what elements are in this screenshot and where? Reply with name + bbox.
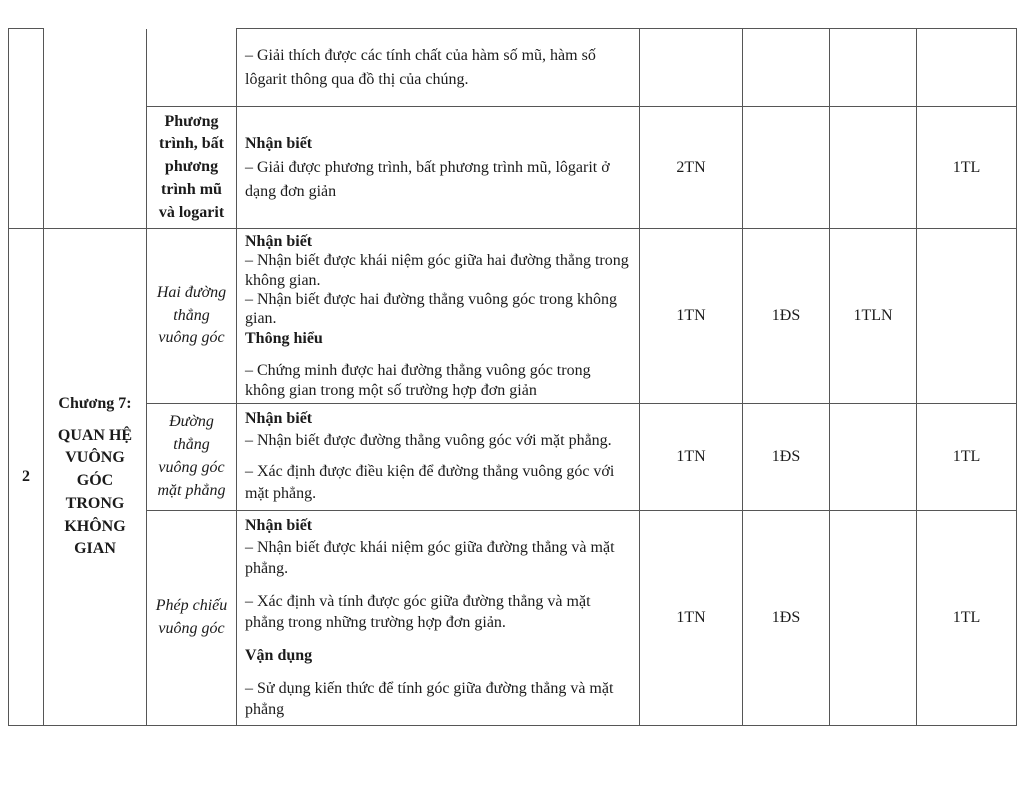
cell-objectives [237,229,640,404]
cell-topic-empty [147,29,237,107]
objective-item: – Nhận biết được khái niệm góc giữa đường thẳng và mặt phẳng. [245,538,615,578]
objective-level-label: Vận dụng [245,646,313,664]
cell-index: 2 [9,229,44,726]
cell-objectives [237,510,640,725]
objective-level-label: Nhận biết [245,517,313,534]
table-row-duong-thang-mat-phang [9,403,1017,510]
cell-chapter [44,229,147,726]
objective-level-label: Nhận biết [245,410,313,428]
objective-item: – Nhận biết được đường thẳng vuông góc với mặt phẳng. [245,432,612,450]
cell-count-tl: 1TL [917,403,1017,510]
objective-level-label: Thông hiểu [245,329,323,347]
cell-count-tln: 1TLN [830,229,917,404]
cell-count-tln-empty [830,107,917,229]
objective-item: – Sử dụng kiến thức để tính góc giữa đường thẳng và mặt phẳng [245,679,614,719]
cell-topic: Phương trình, bất phương trình mũ và logarit [147,107,237,229]
cell-count-ds-empty [743,107,830,229]
objective-item: – Nhận biết được hai đường thẳng vuông góc trong không gian. [245,291,617,328]
table-row-phuong-trinh [9,107,1017,229]
objective-item: – Xác định được điều kiện để đường thẳng vuông góc với mặt phẳng. [245,462,615,503]
cell-count-tln-empty [830,403,917,510]
cell-objectives [237,29,640,107]
cell-count-ds-empty [743,29,830,107]
table-row-hai-duong-thang [9,229,1017,404]
cell-count-tln-empty [830,29,917,107]
cell-count-tl-empty [917,229,1017,404]
cell-chapter-empty [44,29,147,229]
objective-level-label: Nhận biết [245,134,313,152]
objective-item: – Xác định và tính được góc giữa đường thẳng và mặt phẳng trong những trường hợp đơn giản. [245,592,591,632]
cell-topic: Đường thẳng vuông góc mặt phẳng [147,403,237,510]
cell-count-tl: 1TL [917,107,1017,229]
cell-count-tn: 1TN [640,403,743,510]
cell-objectives [237,107,640,229]
cell-count-tn: 2TN [640,107,743,229]
table-row-carryover [9,29,1017,107]
cell-count-ds: 1ĐS [743,229,830,404]
chapter-label: Chương 7: [58,394,132,412]
cell-topic: Hai đường thẳng vuông góc [147,229,237,404]
objective-item: – Nhận biết được khái niệm góc giữa hai đường thẳng trong không gian. [245,252,629,289]
objective-level-label: Nhận biết [245,233,313,250]
cell-count-tn-empty [640,29,743,107]
cell-objectives [237,403,640,510]
chapter-title: QUAN HỆ VUÔNG GÓC TRONG KHÔNG GIAN [57,426,133,558]
cell-count-tl: 1TL [917,510,1017,725]
cell-count-tn: 1TN [640,229,743,404]
exam-specification-table [8,28,1017,726]
table-row-phep-chieu [9,510,1017,725]
objective-item: – Giải thích được các tính chất của hàm số mũ, hàm số lôgarit thông qua đồ thị của chúng. [245,46,596,88]
objective-item: – Giải được phương trình, bất phương trình mũ, lôgarit ở dạng đơn giản [245,158,610,200]
cell-count-ds: 1ĐS [743,510,830,725]
objective-item: – Chứng minh được hai đường thẳng vuông góc trong không gian trong một số trường hợp đơn giản [245,362,591,399]
cell-count-tln-empty [830,510,917,725]
cell-index-empty [9,29,44,229]
cell-count-ds: 1ĐS [743,403,830,510]
cell-count-tn: 1TN [640,510,743,725]
cell-count-tl-empty [917,29,1017,107]
cell-topic: Phép chiếu vuông góc [147,510,237,725]
